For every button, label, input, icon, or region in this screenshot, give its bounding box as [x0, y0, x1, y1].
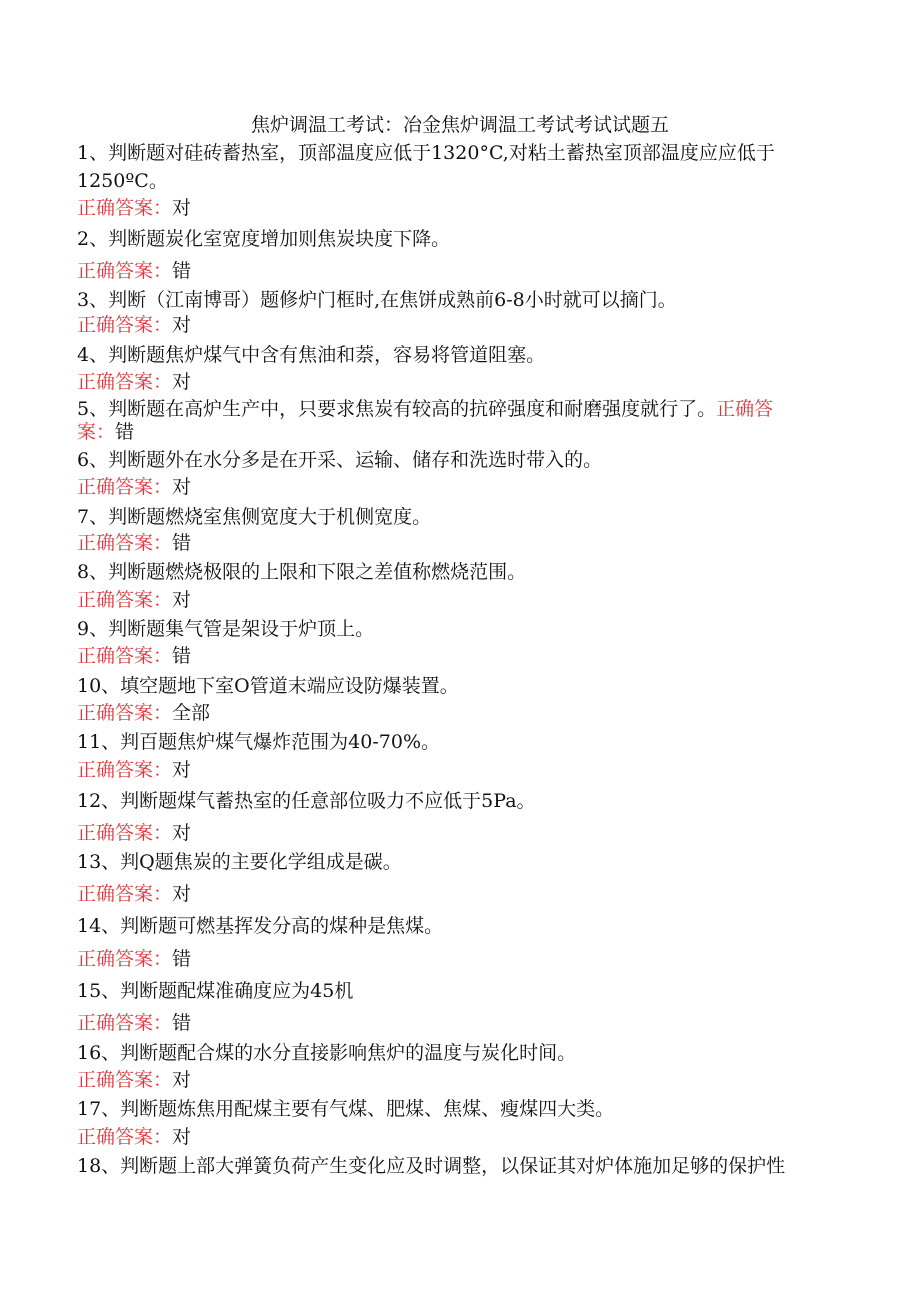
answer-row-13 [77, 881, 191, 907]
answer-label-part-2: 案： [77, 421, 116, 443]
answer-label: 正确答案： [77, 1012, 173, 1034]
question-5-line-1 [77, 396, 773, 422]
answer-value: 错 [172, 645, 192, 667]
question-5-text: 5、判断题在高炉生产中，只要求焦炭有较高的抗碎强度和耐磨强度就行了。 [77, 398, 717, 420]
question-18: 18、判断题上部大弹簧负荷产生变化应及时调整，以保证其对炉体施加足够的保护性 [77, 1155, 786, 1177]
answer-label: 正确答案： [77, 759, 173, 781]
question-17: 17、判断题炼焦用配煤主要有气煤、肥煤、焦煤、瘦煤四大类。 [77, 1098, 615, 1120]
answer-value: 对 [172, 883, 192, 905]
answer-value: 全部 [172, 702, 211, 724]
question-1-line-1: 1、判断题对硅砖蓄热室，顶部温度应低于1320°C,对粘土蓄热室顶部温度应应低于 [77, 142, 775, 164]
answer-value: 对 [172, 822, 192, 844]
answer-row-2 [77, 258, 191, 284]
answer-row-9 [77, 643, 191, 669]
answer-row-1 [77, 195, 191, 221]
answer-label: 正确答案： [77, 702, 173, 724]
answer-label: 正确答案： [77, 1069, 173, 1091]
answer-value: 错 [172, 532, 192, 554]
answer-label: 正确答案： [77, 197, 173, 219]
question-11: 11、判百题焦炉煤气爆炸范围为40-70%。 [77, 731, 441, 753]
answer-row-14 [77, 946, 191, 972]
question-12: 12、判断题煤气蓄热室的任意部位吸力不应低于5Pa。 [77, 790, 536, 812]
answer-value: 错 [115, 421, 135, 443]
answer-row-15 [77, 1010, 191, 1036]
answer-value: 对 [172, 476, 192, 498]
answer-value: 对 [172, 1069, 192, 1091]
answer-row-16 [77, 1067, 191, 1093]
answer-label-part-1: 正确答 [716, 398, 774, 420]
answer-label: 正确答案： [77, 948, 173, 970]
answer-label: 正确答案： [77, 476, 173, 498]
answer-value: 错 [172, 260, 192, 282]
answer-value: 对 [172, 197, 192, 219]
answer-label: 正确答案： [77, 371, 173, 393]
answer-value: 对 [172, 314, 192, 336]
question-1-line-2: 1250ºC。 [77, 170, 168, 192]
answer-value: 错 [172, 1012, 192, 1034]
answer-row-6 [77, 474, 191, 500]
answer-value: 对 [172, 589, 192, 611]
answer-label: 正确答案： [77, 822, 173, 844]
question-3: 3、判断（江南博哥）题修炉门框时,在焦饼成熟前6-8小时就可以摘门。 [77, 289, 677, 311]
answer-value: 对 [172, 759, 192, 781]
answer-label: 正确答案： [77, 883, 173, 905]
answer-label: 正确答案： [77, 314, 173, 336]
answer-value: 对 [172, 1126, 192, 1148]
answer-label: 正确答案： [77, 532, 173, 554]
answer-label: 正确答案： [77, 589, 173, 611]
answer-row-8 [77, 587, 191, 613]
question-7: 7、判断题燃烧室焦侧宽度大于机侧宽度。 [77, 506, 432, 528]
answer-row-7 [77, 530, 191, 556]
answer-value: 对 [172, 371, 192, 393]
question-9: 9、判断题集气管是架设于炉顶上。 [77, 618, 375, 640]
answer-row-4 [77, 369, 191, 395]
answer-value: 错 [172, 948, 192, 970]
question-8: 8、判断题燃烧极限的上限和下限之差值称燃烧范围。 [77, 561, 527, 583]
answer-label: 正确答案： [77, 260, 173, 282]
answer-label: 正确答案： [77, 645, 173, 667]
question-14: 14、判断题可燃基挥发分高的煤种是焦煤。 [77, 915, 444, 937]
answer-row-11 [77, 757, 191, 783]
question-16: 16、判断题配合煤的水分直接影响焦炉的温度与炭化时间。 [77, 1042, 577, 1064]
answer-row-17 [77, 1124, 191, 1150]
answer-row-3 [77, 312, 191, 338]
question-4: 4、判断题焦炉煤气中含有焦油和萘，容易将管道阻塞。 [77, 344, 546, 366]
question-10: 10、填空题地下室O管道末端应设防爆装置。 [77, 675, 459, 697]
answer-label: 正确答案： [77, 1126, 173, 1148]
question-15: 15、判断题配煤准确度应为45机 [77, 980, 354, 1002]
page-title: 焦炉调温工考试：冶金焦炉调温工考试考试试题五 [250, 114, 669, 136]
answer-row-12 [77, 820, 191, 846]
answer-row-10 [77, 700, 210, 726]
question-2: 2、判断题炭化室宽度增加则焦炭块度下降。 [77, 228, 451, 250]
question-13: 13、判Q题焦炭的主要化学组成是碳。 [77, 851, 402, 873]
question-6: 6、判断题外在水分多是在开采、运输、储存和洗选时带入的。 [77, 449, 603, 471]
question-5-line-2 [77, 419, 134, 445]
